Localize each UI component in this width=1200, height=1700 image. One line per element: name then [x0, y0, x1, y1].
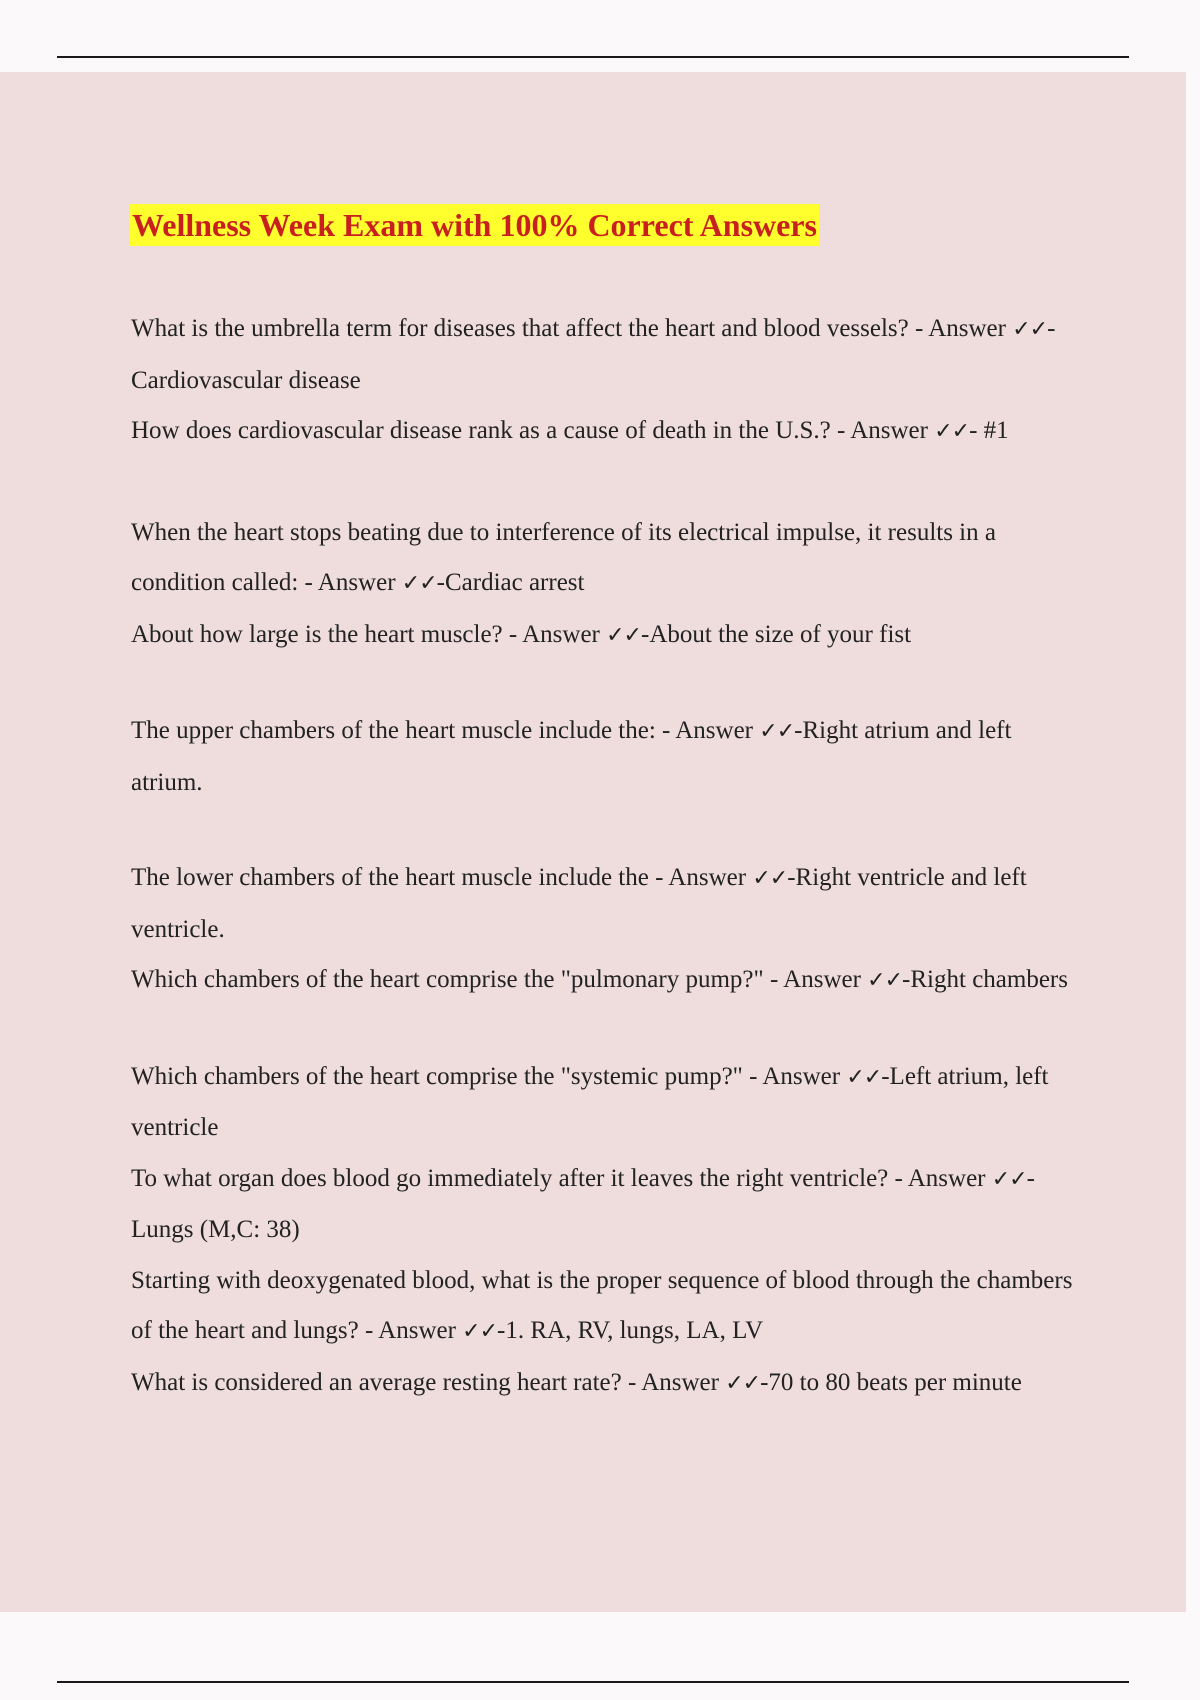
double-check-icon: ✓✓ [846, 1064, 882, 1090]
answer-text: - Cardiovascular disease [131, 315, 1056, 394]
qa-item [131, 955, 1081, 1007]
answer-text: -About the size of your fist [641, 620, 912, 648]
qa-item [131, 508, 1081, 610]
double-check-icon: ✓✓ [759, 719, 795, 744]
qa-item [131, 1256, 1081, 1358]
qa-item [131, 406, 1081, 458]
question-text: When the heart stops beating due to interference of its electrical impulse, it results in a condition called: - [131, 518, 996, 596]
answer-label: Answer [668, 864, 747, 891]
answer-label: Answer [850, 417, 928, 444]
question-text: About how large is the heart muscle? - [131, 620, 518, 648]
question-text: The lower chambers of the heart muscle include the - [131, 864, 664, 891]
question-text: Which chambers of the heart comprise the "pulmonary pump?" - [131, 966, 779, 993]
answer-text: -Right chambers [902, 966, 1068, 993]
title-block [130, 204, 819, 246]
answer-label: Answer [675, 717, 754, 744]
double-check-icon: ✓✓ [606, 622, 641, 648]
question-text: Starting with deoxygenated blood, what is the proper sequence of blood through the chambers of the heart and lungs? - [131, 1266, 1073, 1344]
qa-item [131, 304, 1081, 406]
answer-label: Answer [907, 1164, 986, 1192]
header-rule [57, 56, 1129, 58]
answer-text: -Cardiac arrest [436, 569, 585, 596]
qa-item [131, 853, 1081, 955]
double-check-icon: ✓✓ [934, 419, 970, 444]
qa-list [131, 304, 1081, 1409]
answer-text: - Lungs (M,C: 38) [131, 1164, 1035, 1243]
footer-rule [57, 1681, 1129, 1683]
double-check-icon: ✓✓ [867, 968, 903, 993]
answer-label: Answer [641, 1368, 719, 1396]
answer-label: Answer [928, 315, 1006, 342]
answer-text: - #1 [969, 417, 1009, 444]
answer-text: -1. RA, RV, lungs, LA, LV [497, 1317, 764, 1344]
double-check-icon: ✓✓ [752, 866, 788, 891]
double-check-icon: ✓✓ [1012, 317, 1048, 342]
qa-item [131, 1052, 1081, 1154]
answer-text: -70 to 80 beats per minute [760, 1368, 1022, 1396]
answer-label: Answer [522, 620, 600, 648]
double-check-icon: ✓✓ [991, 1166, 1027, 1192]
question-text: What is the umbrella term for diseases that affect the heart and blood vessels? - [131, 315, 924, 342]
question-text: Which chambers of the heart comprise the "systemic pump?" - [131, 1062, 758, 1090]
answer-label: Answer [762, 1062, 841, 1090]
qa-item [131, 610, 1081, 662]
answer-text: -Right atrium and left atrium. [131, 717, 1012, 796]
qa-item [131, 1154, 1081, 1256]
qa-item [131, 1358, 1081, 1410]
question-text: The upper chambers of the heart muscle include the: - [131, 717, 671, 744]
double-check-icon: ✓✓ [725, 1370, 761, 1396]
answer-label: Answer [378, 1317, 456, 1344]
question-text: What is considered an average resting heart rate? - [131, 1368, 637, 1396]
answer-text: -Left atrium, left ventricle [131, 1062, 1049, 1141]
double-check-icon: ✓✓ [401, 571, 437, 596]
answer-text: -Right ventricle and left ventricle. [131, 864, 1027, 943]
document-title: Wellness Week Exam with 100% Correct Answers [130, 204, 819, 246]
question-text: How does cardiovascular disease rank as a cause of death in the U.S.? - [131, 417, 846, 444]
answer-label: Answer [317, 569, 396, 596]
answer-label: Answer [783, 966, 861, 993]
qa-item [131, 706, 1081, 808]
double-check-icon: ✓✓ [462, 1319, 498, 1344]
question-text: To what organ does blood go immediately after it leaves the right ventricle? - [131, 1164, 903, 1192]
